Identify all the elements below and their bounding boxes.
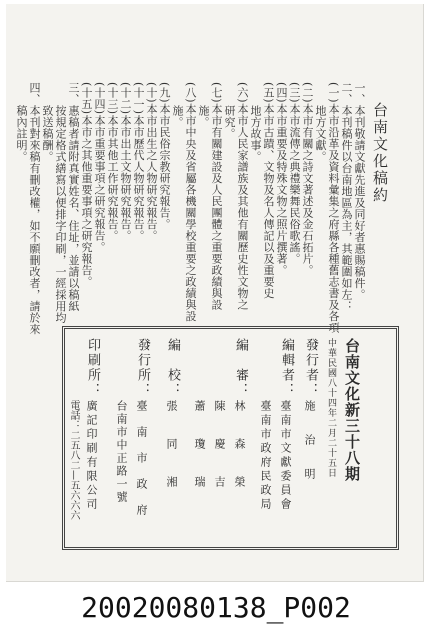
- printer-label: 印刷所：: [85, 338, 100, 398]
- reviewer-value-3: 蕭 瓊 瑞: [193, 400, 206, 495]
- editor-value: 臺南市文獻委員會: [279, 400, 292, 512]
- publisher-label: 發行者：: [303, 338, 318, 398]
- reviewer-value-2: 陳 慶 吉: [213, 400, 226, 495]
- distributor-label: 發行所：: [135, 338, 150, 398]
- guideline-line: (三)本市流傳之典禮樂舞民俗歌謠。: [288, 82, 301, 265]
- guideline-line: 一、本刊敬請文獻先進及同好者惠賜稿件。: [353, 82, 366, 301]
- publisher-value: 施 治 明: [303, 400, 316, 485]
- printer-phone: 電話：二五八二—五六六六: [68, 400, 79, 520]
- guideline-line: 二、本刊稿件以台南地區為主，其範圍如左：: [340, 82, 353, 312]
- proofreader-value: 張 同 湘: [165, 400, 178, 495]
- guideline-line: 地方故事。: [249, 82, 262, 163]
- guideline-line: (八)本市中央及省屬各機關學校重要之政績與設: [184, 82, 197, 322]
- guideline-line: (二)本市有關之詩文著述及金石拓片。: [301, 82, 314, 276]
- guideline-line: (六)本市人民家譜族及其他有關歷史性文物之: [236, 82, 249, 311]
- page-title: 台南文化稿約: [371, 102, 389, 204]
- guideline-line: (一)本市沿革及資料彙集之府縣各種舊志書及各項: [327, 82, 340, 334]
- image-caption: 20020080138_P002: [81, 591, 351, 624]
- document-page: [6, 4, 424, 582]
- publication-date: 中華民國八十四年二月二十五日: [326, 338, 336, 478]
- guideline-line: (十五)本市之其他重要事項之研究報告。: [80, 82, 93, 288]
- issue-title: 台南文化新三十八期: [343, 338, 361, 482]
- editor-value-2: 臺南市政府民政局: [259, 400, 272, 512]
- guideline-line: (十二)本市出土文物研究報告。: [119, 82, 132, 242]
- reviewer-value: 林 森 榮: [233, 400, 246, 495]
- guideline-line: (十四)本市重要事項之研究報告。: [93, 82, 106, 253]
- guideline-line: 施。: [197, 82, 210, 128]
- distributor-value: 臺 南 市 政 府: [135, 400, 148, 517]
- guideline-line: (十一)本市歷代人物研究報告。: [132, 82, 145, 242]
- guideline-line: (九)本市民俗宗教研究報告。: [158, 82, 171, 230]
- reviewer-label: 編 審：: [233, 338, 248, 398]
- proofreader-label: 編 校：: [165, 338, 180, 398]
- guideline-line: (四)本市重要及特殊文物之照片撰著。: [275, 82, 288, 276]
- editor-label: 編輯者：: [279, 338, 294, 398]
- guideline-line: (十)本市出生之人物研究報告。: [145, 82, 158, 242]
- guideline-line: 三、惠稿者請附真實姓名、住址，並請以稿紙: [67, 82, 80, 312]
- guideline-line: (十三)本市其他工作研究報告。: [106, 82, 119, 242]
- guideline-line: 研究。: [223, 82, 236, 140]
- guideline-line: 施。: [171, 82, 184, 128]
- guideline-line: 致送稿酬。: [41, 82, 54, 163]
- guideline-line: (五)本市古蹟、文物及名人傳記以及重要史: [262, 82, 275, 299]
- guideline-line: 稿內註明。: [15, 82, 28, 163]
- guideline-line: 按規定格式繕寫以便排字印刷，一經採用均: [54, 82, 67, 324]
- guideline-line: (七)本市有關建設及人民團體之重要政績與設: [210, 82, 223, 311]
- distributor-address: 台南市中正路一號: [115, 400, 128, 504]
- printer-value: 廣記印刷有限公司: [85, 400, 98, 512]
- guideline-line: 地方文獻。: [314, 82, 327, 163]
- guideline-line: 四、本刊對來稿有刪改權，如不願刪改者，請於來: [28, 82, 41, 335]
